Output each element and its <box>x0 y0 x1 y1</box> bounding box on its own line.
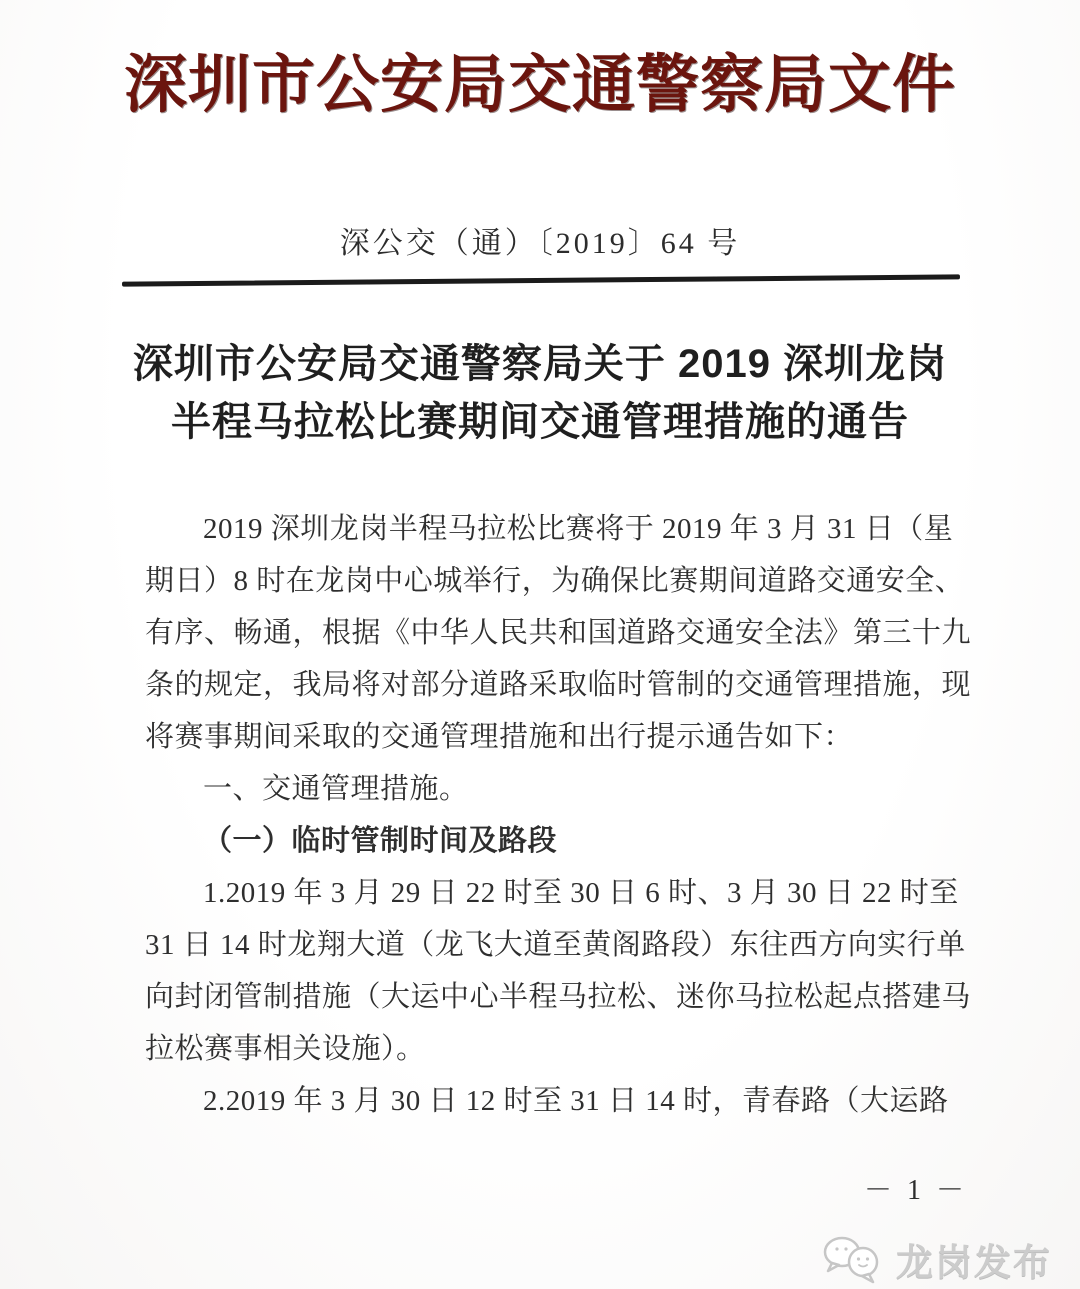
body-line-section-heading: 一、交通管理措施。 <box>203 773 469 805</box>
body-line: 条的规定，我局将对部分道路采取临时管制的交通管理措施，现 <box>145 669 972 701</box>
body-line: 31 日 14 时龙翔大道（龙飞大道至黄阁路段）东往西方向实行单 <box>145 929 966 961</box>
document-title-line-2: 半程马拉松比赛期间交通管理措施的通告 <box>171 400 909 444</box>
body-line: 2019 深圳龙岗半程马拉松比赛将于 2019 年 3 月 31 日（星 <box>203 513 954 545</box>
body-line-subsection-heading: （一）临时管制时间及路段 <box>203 825 558 857</box>
watermark-label: 龙岗发布 <box>896 1242 1052 1283</box>
body-line: 有序、畅通，根据《中华人民共和国道路交通安全法》第三十九 <box>145 617 972 649</box>
document-title <box>0 335 1080 451</box>
body-line: 2.2019 年 3 月 30 日 12 时至 31 日 14 时，青春路（大运路 <box>203 1085 949 1117</box>
letterhead-title: 深圳市公安局交通警察局文件 <box>124 50 956 120</box>
chat-bubbles-icon <box>820 1233 886 1285</box>
letterhead-divider-rule <box>122 274 960 286</box>
body-line: 1.2019 年 3 月 29 日 22 时至 30 日 6 时、3 月 30 日 22 时至 <box>203 877 959 909</box>
body-line: 拉松赛事相关设施）。 <box>145 1033 426 1065</box>
body-line: 向封闭管制措施（大运中心半程马拉松、迷你马拉松起点搭建马 <box>145 981 972 1013</box>
body-line: 期日）8 时在龙岗中心城举行，为确保比赛期间道路交通安全、 <box>145 565 965 597</box>
page-number: － 1 － <box>863 1175 968 1206</box>
body-line: 将赛事期间采取的交通管理措施和出行提示通告如下： <box>145 721 854 753</box>
document-number: 深公交（通）〔2019〕64 号 <box>339 227 741 260</box>
document-title-line-1: 深圳市公安局交通警察局关于 2019 深圳龙岗 <box>132 342 948 386</box>
publisher-watermark <box>820 1232 1052 1286</box>
document-body <box>145 503 972 1127</box>
